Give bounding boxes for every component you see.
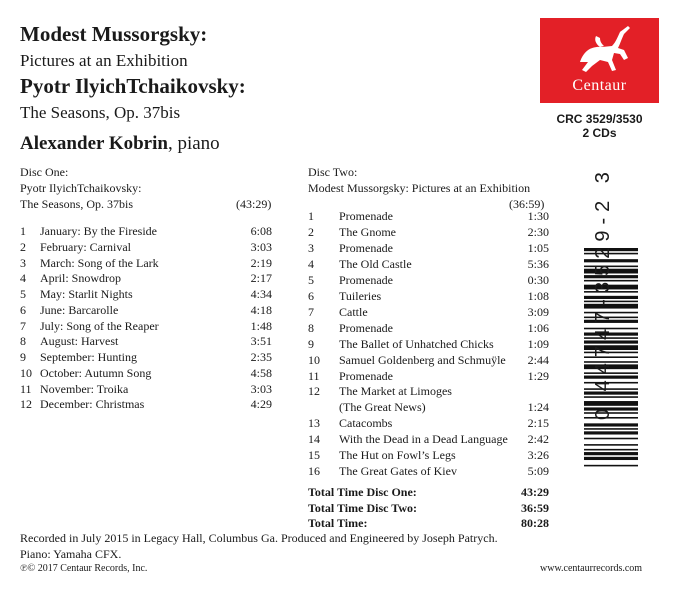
track-number: 3	[308, 240, 314, 255]
track-row	[20, 223, 272, 240]
track-row	[308, 240, 549, 257]
track-duration: 2:42	[527, 432, 549, 447]
track-title: Promenade	[339, 368, 393, 383]
track-title: October: Autumn Song	[40, 365, 152, 380]
barcode-bar	[584, 438, 638, 440]
track-number: 1	[20, 224, 26, 238]
track-title: March: Song of the Lark	[40, 255, 159, 270]
track-row	[20, 349, 272, 366]
track-title: The Ballet of Unhatched Chicks	[339, 336, 494, 351]
track-title: July: Song of the Reaper	[40, 318, 159, 333]
track-row	[308, 463, 549, 480]
track-number: 5	[20, 287, 26, 301]
composer-title-2: Pyotr IlyichTchaikovsky:	[20, 74, 246, 98]
track-number: 3	[20, 255, 26, 270]
track-number: 15	[308, 448, 320, 463]
centaur-logo	[540, 18, 659, 103]
barcode-number: 0 44747-3529-2 3	[592, 166, 614, 420]
track-title: Promenade	[339, 240, 393, 255]
track-duration: 2:15	[527, 416, 549, 431]
track-title: February: Carnival	[40, 239, 131, 254]
work-title-1: Pictures at an Exhibition	[20, 51, 188, 70]
disc2-work: Modest Mussorgsky: Pictures at an Exhibition	[308, 181, 531, 195]
track-row	[20, 270, 272, 287]
track-title: The Market at Limoges	[339, 384, 452, 399]
track-row	[308, 415, 549, 432]
total-label: Total Time Disc Two:	[308, 500, 418, 515]
barcode-bar	[584, 457, 638, 460]
track-row	[308, 288, 549, 305]
barcode-bar	[584, 452, 638, 455]
track-title: The Great Gates of Kiev	[339, 464, 457, 479]
track-duration: 5:09	[527, 464, 549, 479]
disc2-title: Disc Two:	[308, 165, 358, 179]
track-row	[308, 224, 549, 241]
track-duration: 2:17	[250, 271, 272, 286]
track-row	[308, 256, 549, 273]
track-title: The Gnome	[339, 224, 396, 239]
track-duration: 4:34	[250, 287, 272, 301]
disc1-total: (43:29)	[236, 197, 272, 211]
track-duration: 6:08	[250, 224, 272, 238]
track-number: 7	[20, 318, 26, 333]
track-number: 5	[308, 272, 314, 287]
disc2-total: (36:59)	[509, 197, 545, 211]
track-row	[308, 383, 549, 400]
track-number: 9	[20, 350, 26, 364]
performer-role: , piano	[167, 133, 220, 154]
total-label: Total Time:	[308, 516, 368, 530]
track-title: The Old Castle	[339, 256, 412, 271]
track-duration: 4:29	[250, 397, 272, 412]
disc1-work: The Seasons, Op. 37bis	[20, 197, 133, 211]
track-duration: 3:03	[250, 239, 272, 254]
track-number: 2	[308, 224, 314, 239]
track-row	[308, 447, 549, 464]
track-row	[308, 272, 549, 289]
track-number: 6	[20, 302, 26, 317]
track-duration: 3:03	[250, 381, 272, 396]
track-duration: 4:58	[250, 365, 272, 380]
track-number: 16	[308, 464, 320, 479]
track-title: Samuel Goldenberg and Schmuÿle	[339, 352, 506, 367]
performer-name: Alexander Kobrin	[20, 133, 168, 154]
total-value: 36:59	[521, 500, 549, 515]
total-row	[308, 500, 549, 517]
copyright: ℗© 2017 Centaur Records, Inc.	[20, 563, 148, 574]
track-row	[20, 239, 272, 256]
track-title: May: Starlit Nights	[40, 287, 133, 301]
track-title: Catacombs	[339, 416, 393, 431]
track-duration: 3:26	[527, 448, 549, 463]
piano-info: Piano: Yamaha CFX.	[20, 547, 122, 561]
barcode-bar	[584, 428, 638, 430]
track-row	[20, 396, 272, 413]
track-title: August: Harvest	[40, 334, 119, 349]
track-row	[308, 399, 549, 416]
disc1-title: Disc One:	[20, 165, 69, 179]
track-duration: 1:09	[527, 336, 549, 351]
track-number: 14	[308, 432, 320, 447]
track-number: 11	[20, 381, 32, 396]
track-duration: 3:09	[527, 304, 549, 319]
performer	[20, 133, 220, 155]
track-duration: 1:48	[250, 318, 272, 333]
track-title: Promenade	[339, 320, 393, 335]
track-duration: 1:06	[527, 320, 549, 335]
barcode-bar	[584, 431, 638, 434]
track-number: 13	[308, 416, 320, 431]
track-row	[20, 365, 272, 382]
track-duration: 1:05	[527, 240, 549, 255]
track-duration: 5:36	[527, 256, 549, 271]
track-title: Promenade	[339, 272, 393, 287]
track-title: April: Snowdrop	[40, 271, 121, 286]
track-title: September: Hunting	[40, 350, 137, 364]
track-duration: 2:30	[527, 224, 549, 239]
track-title: The Hut on Fowl’s Legs	[339, 448, 456, 463]
track-duration: 1:24	[527, 400, 549, 415]
track-row	[308, 304, 549, 321]
barcode-bar	[584, 423, 638, 426]
track-row	[308, 208, 549, 225]
track-duration: 1:30	[527, 209, 549, 223]
track-row	[20, 318, 272, 335]
track-row	[20, 381, 272, 398]
track-number: 2	[20, 239, 26, 254]
track-title: With the Dead in a Dead Language	[339, 432, 508, 447]
track-duration: 2:19	[250, 255, 272, 270]
total-value: 80:28	[521, 516, 549, 530]
track-row	[308, 368, 549, 385]
track-number: 10	[308, 352, 320, 367]
track-duration: 4:18	[250, 302, 272, 317]
track-title: Promenade	[339, 209, 393, 223]
recording-info: Recorded in July 2015 in Legacy Hall, Columbus Ga. Produced and Engineered by Joseph Patrych.	[20, 531, 498, 545]
total-value: 43:29	[521, 485, 549, 499]
track-title: November: Troika	[40, 381, 129, 396]
track-number: 4	[20, 271, 26, 286]
track-number: 4	[308, 256, 314, 271]
track-duration: 0:30	[527, 272, 549, 287]
track-title: December: Christmas	[40, 397, 145, 412]
logo-text: Centaur	[572, 77, 627, 94]
track-number: 8	[308, 320, 314, 335]
track-duration: 1:29	[527, 368, 549, 383]
track-number: 10	[20, 365, 32, 380]
track-number: 7	[308, 304, 314, 319]
track-title: Tuileries	[339, 288, 382, 303]
track-duration: 1:08	[527, 288, 549, 303]
track-row	[20, 255, 272, 272]
barcode-bar	[584, 465, 638, 467]
track-title: Cattle	[339, 304, 368, 319]
track-duration: 2:35	[250, 350, 272, 364]
track-number: 12	[308, 384, 320, 399]
centaur-emblem-icon	[540, 20, 659, 80]
track-title: June: Barcarolle	[40, 302, 119, 317]
total-label: Total Time Disc One:	[308, 485, 417, 499]
track-number: 1	[308, 209, 314, 223]
track-number: 6	[308, 288, 314, 303]
total-row	[308, 484, 549, 501]
barcode-bar	[584, 444, 638, 446]
track-row	[20, 302, 272, 319]
disc1-composer: Pyotr IlyichTchaikovsky:	[20, 181, 142, 195]
composer-title-1: Modest Mussorgsky:	[20, 22, 208, 46]
track-number: 8	[20, 334, 26, 349]
track-row	[308, 336, 549, 353]
track-row	[308, 320, 549, 337]
barcode-bar	[584, 449, 638, 451]
track-title: (The Great News)	[339, 400, 426, 415]
track-number: 12	[20, 397, 32, 412]
track-row	[20, 286, 272, 303]
track-row	[308, 431, 549, 448]
track-duration: 3:51	[250, 334, 272, 349]
track-number: 9	[308, 336, 314, 351]
catalog-number: CRC 3529/3530	[556, 112, 643, 126]
track-title: January: By the Fireside	[40, 224, 157, 238]
track-duration: 2:44	[527, 352, 549, 367]
work-title-2: The Seasons, Op. 37bis	[20, 103, 181, 122]
website-link[interactable]: www.centaurrecords.com	[540, 563, 643, 574]
track-row	[20, 333, 272, 350]
track-row	[308, 352, 549, 369]
disc-count: 2 CDs	[582, 126, 617, 140]
track-number: 11	[308, 368, 320, 383]
